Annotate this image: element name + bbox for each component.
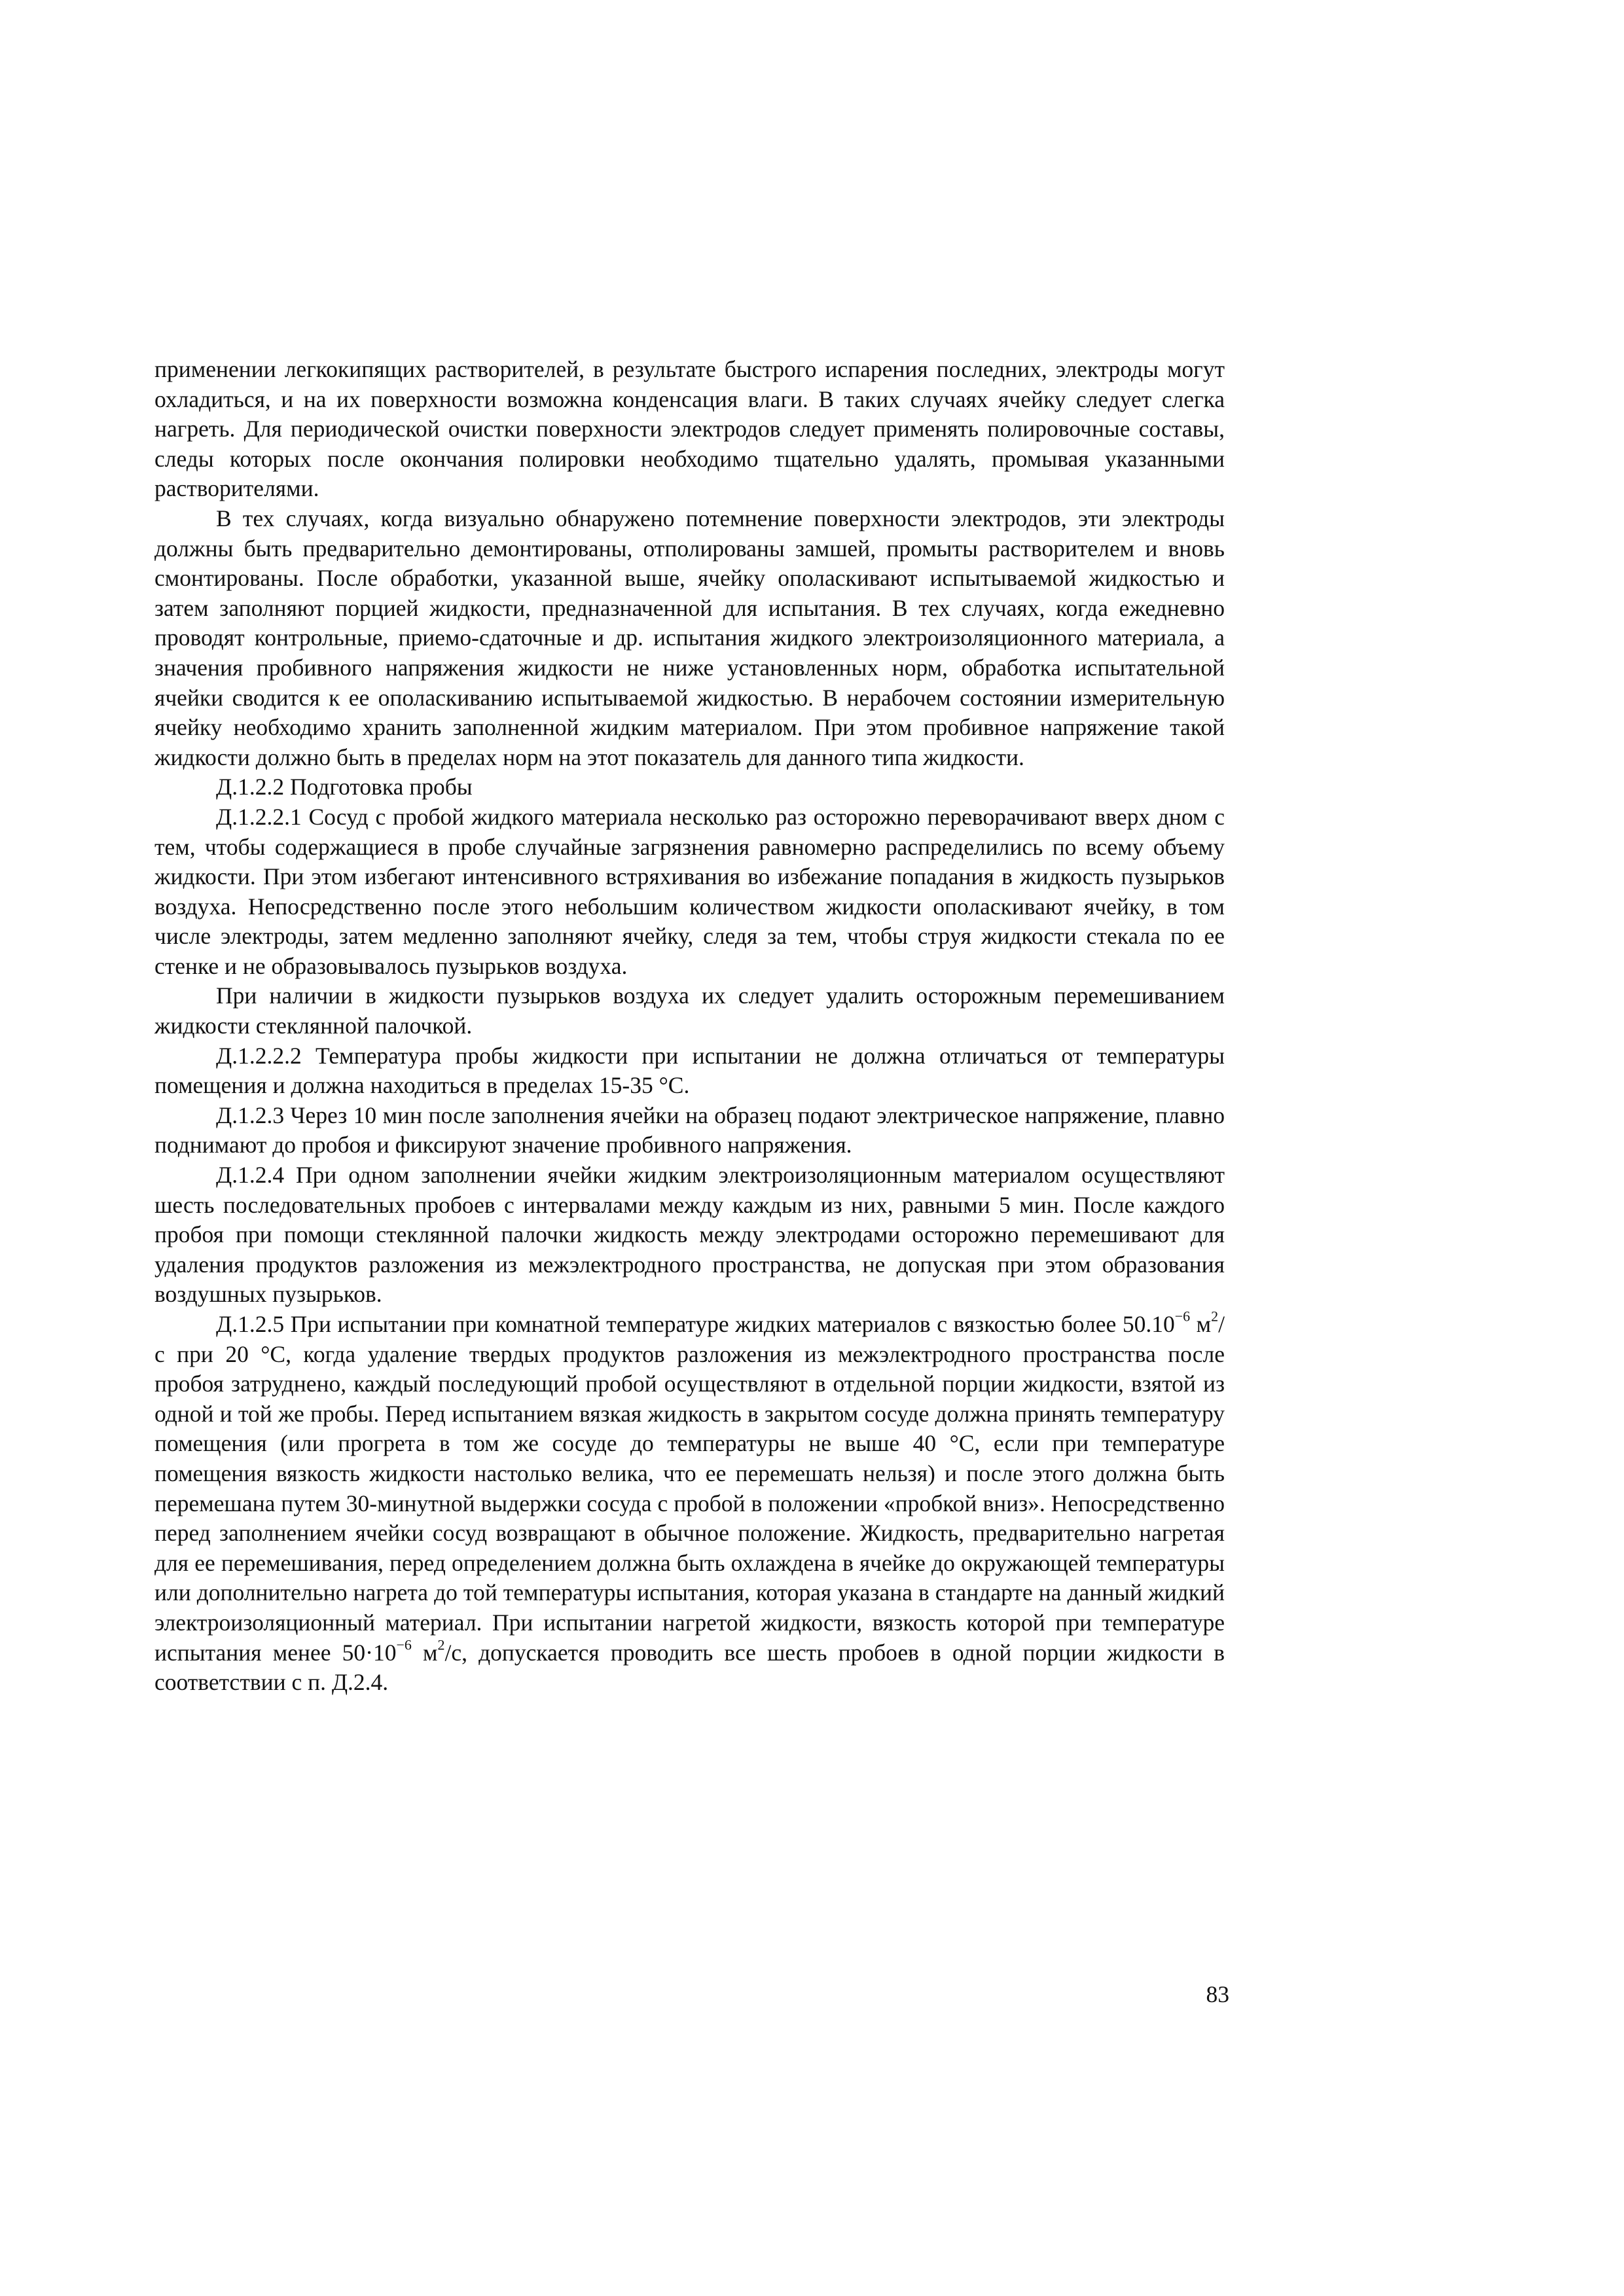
paragraph-5: При наличии в жидкости пузырьков воздуха их следует удалить осторожным перемешиванием жидкости стеклянной палочкой. xyxy=(154,982,1225,1039)
paragraph-9-text-4: м xyxy=(411,1639,438,1666)
exponent-minus-six-1: −6 xyxy=(1174,1308,1191,1325)
section-heading-sample-preparation: Д.1.2.2 Подготовка пробы xyxy=(216,774,473,800)
paragraph-9-text-3: /с при 20 °С, когда удаление твердых продуктов разложения из межэлектродного пространства после пробоя затруднено, каждый последующий пробой осуществляют в отдельной порции жидкости, взятой из одной и той же пробы. Перед испытанием вязкая жидкость в закрытом сосуде должна принять температуру помещения (или прогрета в том же сосуде до температуры не выше 40 °С, если при температуре помещения вязкость жидкости настолько велика, что ее перемешать нельзя) и после этого должна быть перемешана путем 30-минутной выдержки сосуда с пробой в положении «пробкой вниз». Непосредственно перед заполнением ячейки сосуд возвращают в обычное положение. Жидкость, предварительно нагретая для ее перемешивания, перед определением должна быть охлаждена в ячейке до окружающей температуры или дополнительно нагрета до той температуры испытания, которая указана в стандарте на данный жидкий электроизоляционный материал. При испытании нагретой жидкости, вязкость которой при температуре испытания менее 50·10 xyxy=(154,1311,1225,1666)
paragraph-8: Д.1.2.4 При одном заполнении ячейки жидким электроизоляционным материалом осуществляют шесть последовательных пробоев с интервалами между каждым из них, равными 5 мин. После каждого пробоя при помощи стеклянной палочки жидкость между электродами осторожно перемешивают для удаления продуктов разложения из межэлектродного пространства, не допуская при этом образования воздушных пузырьков. xyxy=(154,1162,1225,1308)
paragraph-9 xyxy=(154,1310,1225,1698)
paragraph-1: применении легкокипящих растворителей, в результате быстрого испарения последних, электроды могут охладиться, и на их поверхности возможна конденсация влаги. В таких случаях ячейку следует слегка нагреть. Для периодической очистки поверхности электродов следует применять полировочные составы, следы которых после окончания полировки необходимо тщательно удалять, промывая указанными растворителями. xyxy=(154,356,1225,502)
paragraph-9-text-5: /с, допускается проводить все шесть пробоев в одной порции жидкости в соответствии с п. Д.2.4. xyxy=(154,1639,1225,1696)
exponent-two-1: 2 xyxy=(1211,1308,1219,1325)
paragraph-9-text-1: Д.1.2.5 При испытании при комнатной температуре жидких материалов с вязкостью более 50.10 xyxy=(216,1311,1175,1337)
paragraph-7: Д.1.2.3 Через 10 мин после заполнения ячейки на образец подают электрическое напряжение, плавно поднимают до пробоя и фиксируют значение пробивного напряжения. xyxy=(154,1102,1225,1158)
paragraph-4: Д.1.2.2.1 Сосуд с пробой жидкого материала несколько раз осторожно переворачивают вверх дном с тем, чтобы содержащиеся в пробе случайные загрязнения равномерно распределились по всему объему жидкости. При этом избегают интенсивного встряхивания во избежание попадания в жидкость пузырьков воздуха. Непосредственно после этого небольшим количеством жидкости ополаскивают ячейку, в том числе электроды, затем медленно заполняют ячейку, следя за тем, чтобы струя жидкости стекала по ее стенке и не образовывалось пузырьков воздуха. xyxy=(154,803,1225,979)
paragraph-6: Д.1.2.2.2 Температура пробы жидкости при испытании не должна отличаться от температуры помещения и должна находиться в пределах 15-35 °С. xyxy=(154,1042,1225,1099)
exponent-two-2: 2 xyxy=(437,1636,445,1653)
paragraph-2: В тех случаях, когда визуально обнаружено потемнение поверхности электродов, эти электроды должны быть предварительно демонтированы, отполированы замшей, промыты растворителем и вновь смонтированы. После обработки, указанной выше, ячейку ополаскивают испытываемой жидкостью и затем заполняют порцией жидкости, предназначенной для испытания. В тех случаях, когда ежедневно проводят контрольные, приемо-сдаточные и др. испытания жидкого электроизоляционного материала, а значения пробивного напряжения жидкости не ниже установленных норм, обработка испытательной ячейки сводится к ее ополаскиванию испытываемой жидкостью. В нерабочем состоянии измерительную ячейку необходимо хранить заполненной жидким материалом. При этом пробивное напряжение такой жидкости должно быть в пределах норм на этот показатель для данного типа жидкости. xyxy=(154,505,1225,770)
exponent-minus-six-2: −6 xyxy=(396,1636,412,1653)
page-number: 83 xyxy=(1206,1981,1229,2007)
body-text xyxy=(154,355,1225,1698)
paragraph-9-text-2: м xyxy=(1190,1311,1212,1337)
